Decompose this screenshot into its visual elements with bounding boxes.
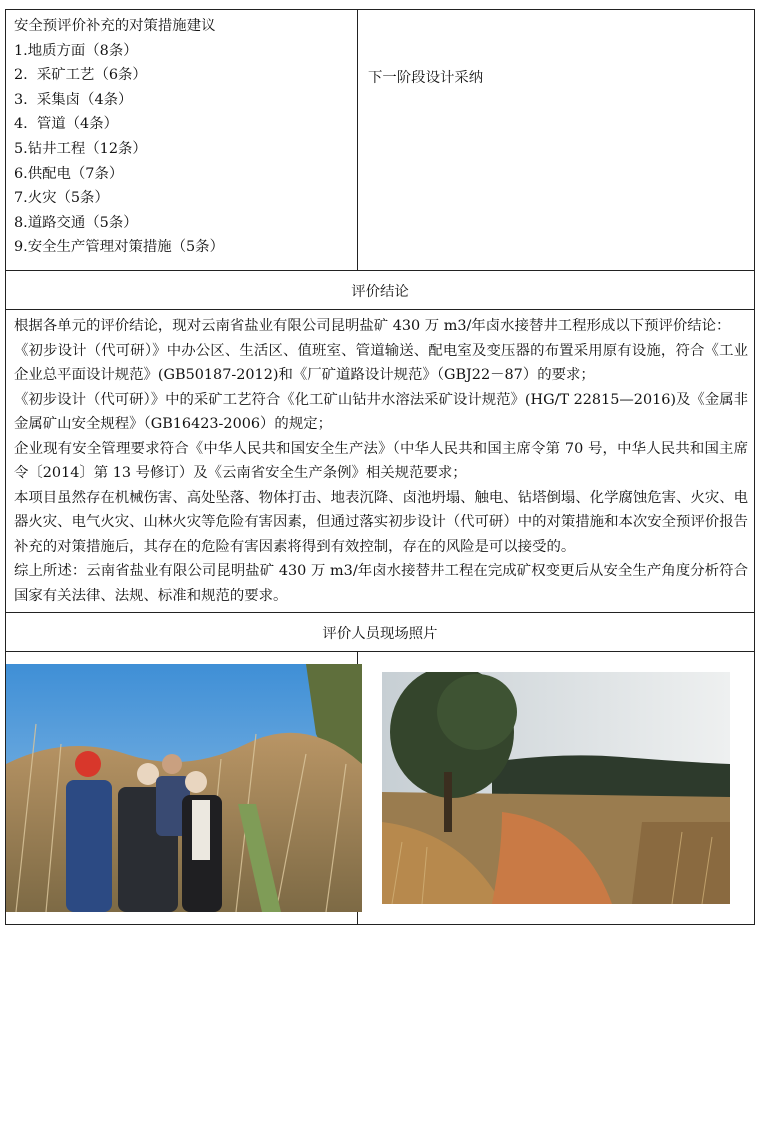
photo-cell-left [6, 652, 358, 925]
conclusion-header-row [6, 271, 755, 310]
photo-cell-right [358, 652, 755, 925]
measure-item: 6.供配电（7条） [14, 165, 124, 182]
conclusion-row [6, 310, 755, 613]
measures-cell [6, 10, 358, 271]
site-photo-road [382, 672, 730, 904]
conclusion-header: 评价结论 [6, 271, 755, 310]
measure-item: 5.钻井工程（12条） [14, 140, 147, 157]
measure-item: 4. 管道（4条） [14, 116, 118, 133]
photos-row [6, 652, 755, 925]
adoption-text: 下一阶段设计采纳 [368, 70, 484, 86]
measure-item: 1.地质方面（8条） [14, 42, 138, 59]
conclusion-paragraph: 本项目虽然存在机械伤害、高处坠落、物体打击、地表沉降、卤池坍塌、触电、钻塔倒塌、化学腐蚀危害、火灾、电器火灾、电气火灾、山林火灾等危险有害因素，但通过落实初步设计（代可研）中的对策措施和本次安全预评价报告补充的对策措施后，其存在的危险有害因素将得到有效控制，存在的风险是可以接受的。 [14, 489, 748, 555]
measures-heading: 安全预评价补充的对策措施建议 [14, 18, 216, 34]
measure-item: 7.火灾（5条） [14, 190, 109, 207]
document-page [5, 9, 754, 925]
measure-item: 2. 采矿工艺（6条） [14, 67, 147, 84]
conclusion-paragraph: 《初步设计（代可研）》中的采矿工艺符合《化工矿山钻井水溶法采矿设计规范》(HG/T 22815—2016)及《金属非金属矿山安全规程》（GB16423-2006）的规定； [14, 391, 748, 432]
evaluation-table [5, 9, 755, 925]
conclusion-paragraph: 根据各单元的评价结论，现对云南省盐业有限公司昆明盐矿 430 万 m3/年卤水接替井工程形成以下预评价结论： [14, 318, 731, 334]
site-photo-staff [6, 664, 362, 912]
conclusion-paragraph: 企业现有安全管理要求符合《中华人民共和国安全生产法》（中华人民共和国主席令第 70 号，中华人民共和国主席令〔2014〕第 13 号修订）及《云南省安全生产条例》相关规范要求； [14, 440, 748, 481]
measures-row [6, 10, 755, 271]
photos-header: 评价人员现场照片 [6, 613, 755, 652]
adoption-cell [358, 10, 755, 271]
measure-item: 3. 采集卤（4条） [14, 91, 133, 108]
conclusion-paragraph: 综上所述：云南省盐业有限公司昆明盐矿 430 万 m3/年卤水接替井工程在完成矿权变更后从安全生产角度分析符合国家有关法律、法规、标准和规范的要求。 [14, 563, 748, 604]
conclusion-cell [6, 310, 755, 613]
measure-item: 9.安全生产管理对策措施（5条） [14, 239, 224, 256]
measure-item: 8.道路交通（5条） [14, 214, 138, 231]
photos-header-row [6, 613, 755, 652]
conclusion-paragraph: 《初步设计（代可研）》中办公区、生活区、值班室、管道输送、配电室及变压器的布置采用原有设施，符合《工业企业总平面设计规范》(GB50187-2012)和《厂矿道路设计规范》（GBJ22－87）的要求； [14, 342, 748, 383]
